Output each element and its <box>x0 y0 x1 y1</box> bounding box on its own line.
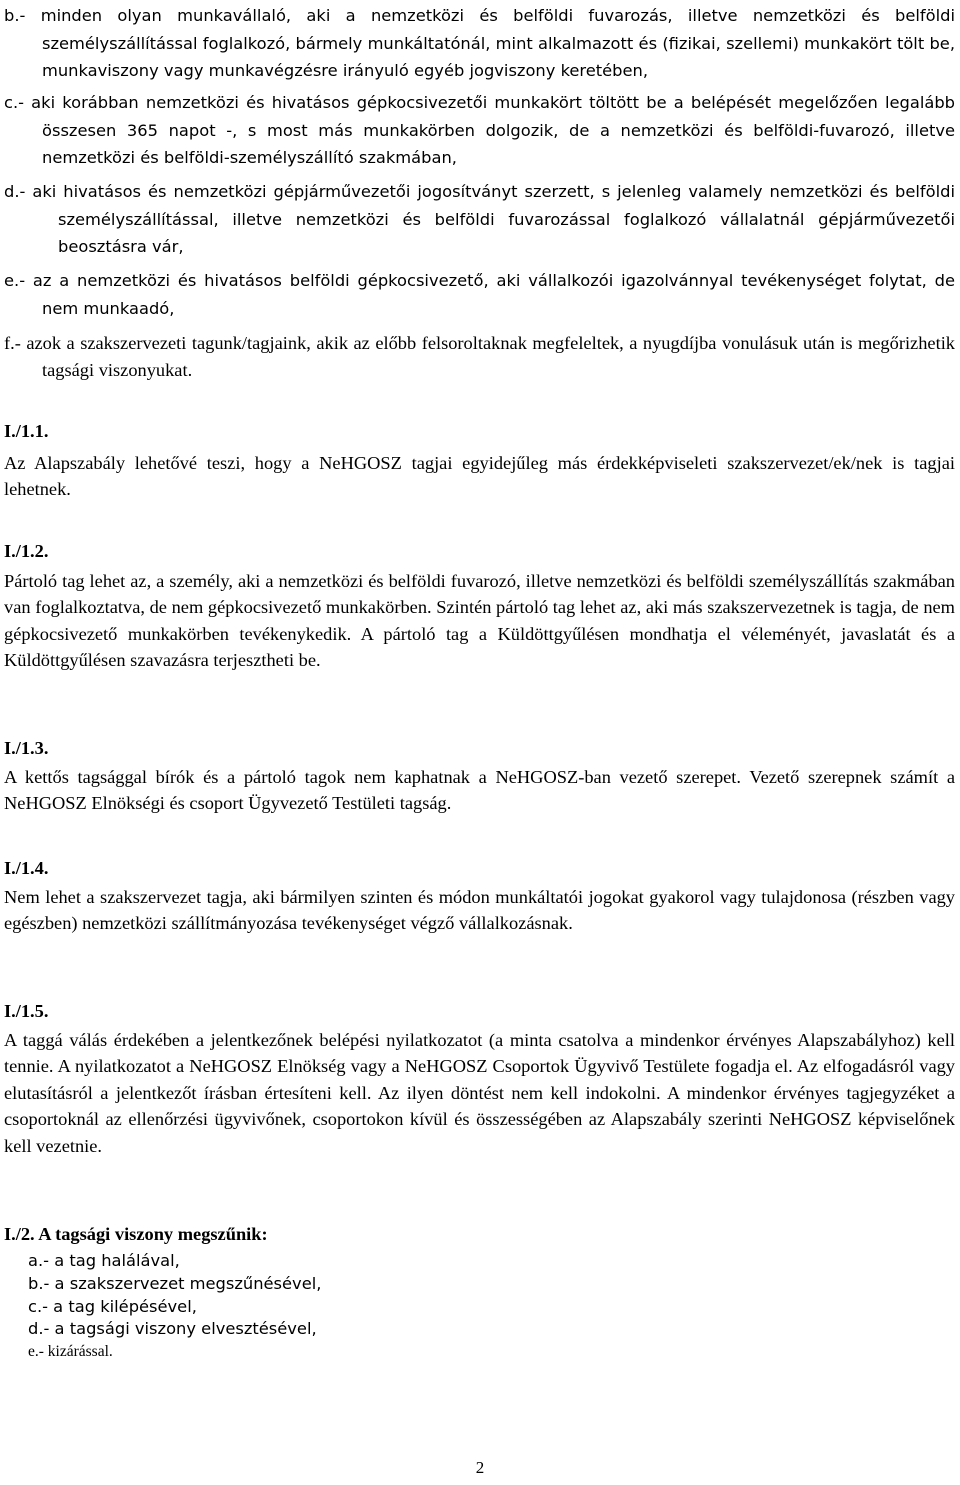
list-item-d <box>4 178 955 261</box>
list-item-f <box>4 330 955 383</box>
termination-item-e: e.- kizárással. <box>28 1343 113 1361</box>
page-number: 2 <box>475 1458 485 1477</box>
termination-item-b: b.- a szakszervezet megszűnésével, <box>28 1273 322 1293</box>
termination-item-c: c.- a tag kilépésével, <box>28 1296 197 1316</box>
termination-list <box>28 1250 321 1364</box>
termination-item-a: a.- a tag halálával, <box>28 1251 180 1270</box>
list-item-e-text: e.- az a nemzetközi és hivatásos belföldi gépkocsivezető, aki vállalkozói igazolvánnyal tevékenységet folytat, de nem munkaadó, <box>4 271 955 318</box>
list-item-b <box>4 2 955 85</box>
section-text-1-5: A taggá válás érdekében a jelentkezőnek belépési nyilatkozatot (a minta csatolva a mindenkor érvényes Alapszabályhoz) kell tennie. A nyilatkozatot a NeHGOSZ Elnökség vagy a NeHGOSZ Csoportok Ügyvivő Testülete fogadja el. Az elfogadásról vagy elutasításról a jelentkezőt írásban értesíteni kell. Az ilyen döntést nem kell indokolni. A mindenkor érvényes tagjegyzéket a csoportoknál az ellenőrzési ügyvivőnek, csoportokon kívül és összességében az Alapszabály szerinti NeHGOSZ képviselőnek kell vezetnie. <box>4 1030 955 1156</box>
list-item-f-text: f.- azok a szakszervezeti tagunk/tagjaink, akik az előbb felsoroltaknak megfeleltek, a nyugdíjba vonulásuk után is megőrizhetik tagsági viszonyukat. <box>4 333 955 380</box>
section-text-1-1: Az Alapszabály lehetővé teszi, hogy a NeHGOSZ tagjai egyidejűleg más érdekképviseleti szakszervezet/ek/nek is tagjai lehetnek. <box>4 453 955 500</box>
section-heading-1-5: I./1.5. <box>4 1001 49 1021</box>
termination-heading: I./2. A tagsági viszony megszűnik: <box>4 1224 268 1244</box>
list-item-c-text: c.- aki korábban nemzetközi és hivatásos gépkocsivezetői munkakört töltött be a belépését megelőzően legalább összesen 365 napot -, s most más munkakörben dolgozik, de a nemzetközi és belföldi-fuvarozó, illetve nemzetközi és belföldi-személyszállító szakmában, <box>4 93 955 168</box>
section-heading-1-4: I./1.4. <box>4 858 49 878</box>
section-text-1-2: Pártoló tag lehet az, a személy, aki a nemzetközi és belföldi fuvarozó, illetve nemzetközi és belföldi személyszállítás szakmában van foglalkoztatva, de nem gépkocsivezető munkakörben. Szintén pártoló tag lehet az, aki más szakszervezetnek is tagja, de nem gépkocsivezető munkakörben tevékenykedik. A pártoló tag a Küldöttgyűlésen mondhatja el véleményét, javaslatát és a Küldöttgyűlésen szavazásra terjesztheti be. <box>4 571 955 671</box>
section-text-1-3: A kettős tagsággal bírók és a pártoló tagok nem kaphatnak a NeHGOSZ-ban vezető szerepet. Vezető szerepnek számít a NeHGOSZ Elnökségi és csoport Ügyvezető Testületi tagság. <box>4 767 955 814</box>
list-item-b-text: b.- minden olyan munkavállaló, aki a nemzetközi és belföldi fuvarozás, illetve nemzetközi és belföldi személyszállítással foglalkozó, bármely munkáltatónál, mint alkalmazott és (fizikai, szellemi) munkakört tölt be, munkaviszony vagy munkavégzésre irányuló egyéb jogviszony keretében, <box>4 6 955 81</box>
section-heading-1-1: I./1.1. <box>4 421 49 441</box>
section-heading-1-2: I./1.2. <box>4 541 49 561</box>
section-heading-1-3: I./1.3. <box>4 738 49 758</box>
termination-item-d: d.- a tagsági viszony elvesztésével, <box>28 1319 317 1339</box>
list-item-e <box>4 267 955 322</box>
section-text-1-4: Nem lehet a szakszervezet tagja, aki bármilyen szinten és módon munkáltatói jogokat gyakorol vagy tulajdonosa (részben vagy egészben) nemzetközi szállítmányozása tevékenységet végző vállalkozásnak. <box>4 887 955 934</box>
list-item-d-text: d.- aki hivatásos és nemzetközi gépjárművezetői jogosítványt szerzett, s jelenleg valamely nemzetközi és belföldi személyszállítással, illetve nemzetközi és belföldi fuvarozással foglalkozó vállalatnál gépjárművezetői beosztásra vár, <box>4 182 955 257</box>
list-item-c <box>4 89 955 172</box>
